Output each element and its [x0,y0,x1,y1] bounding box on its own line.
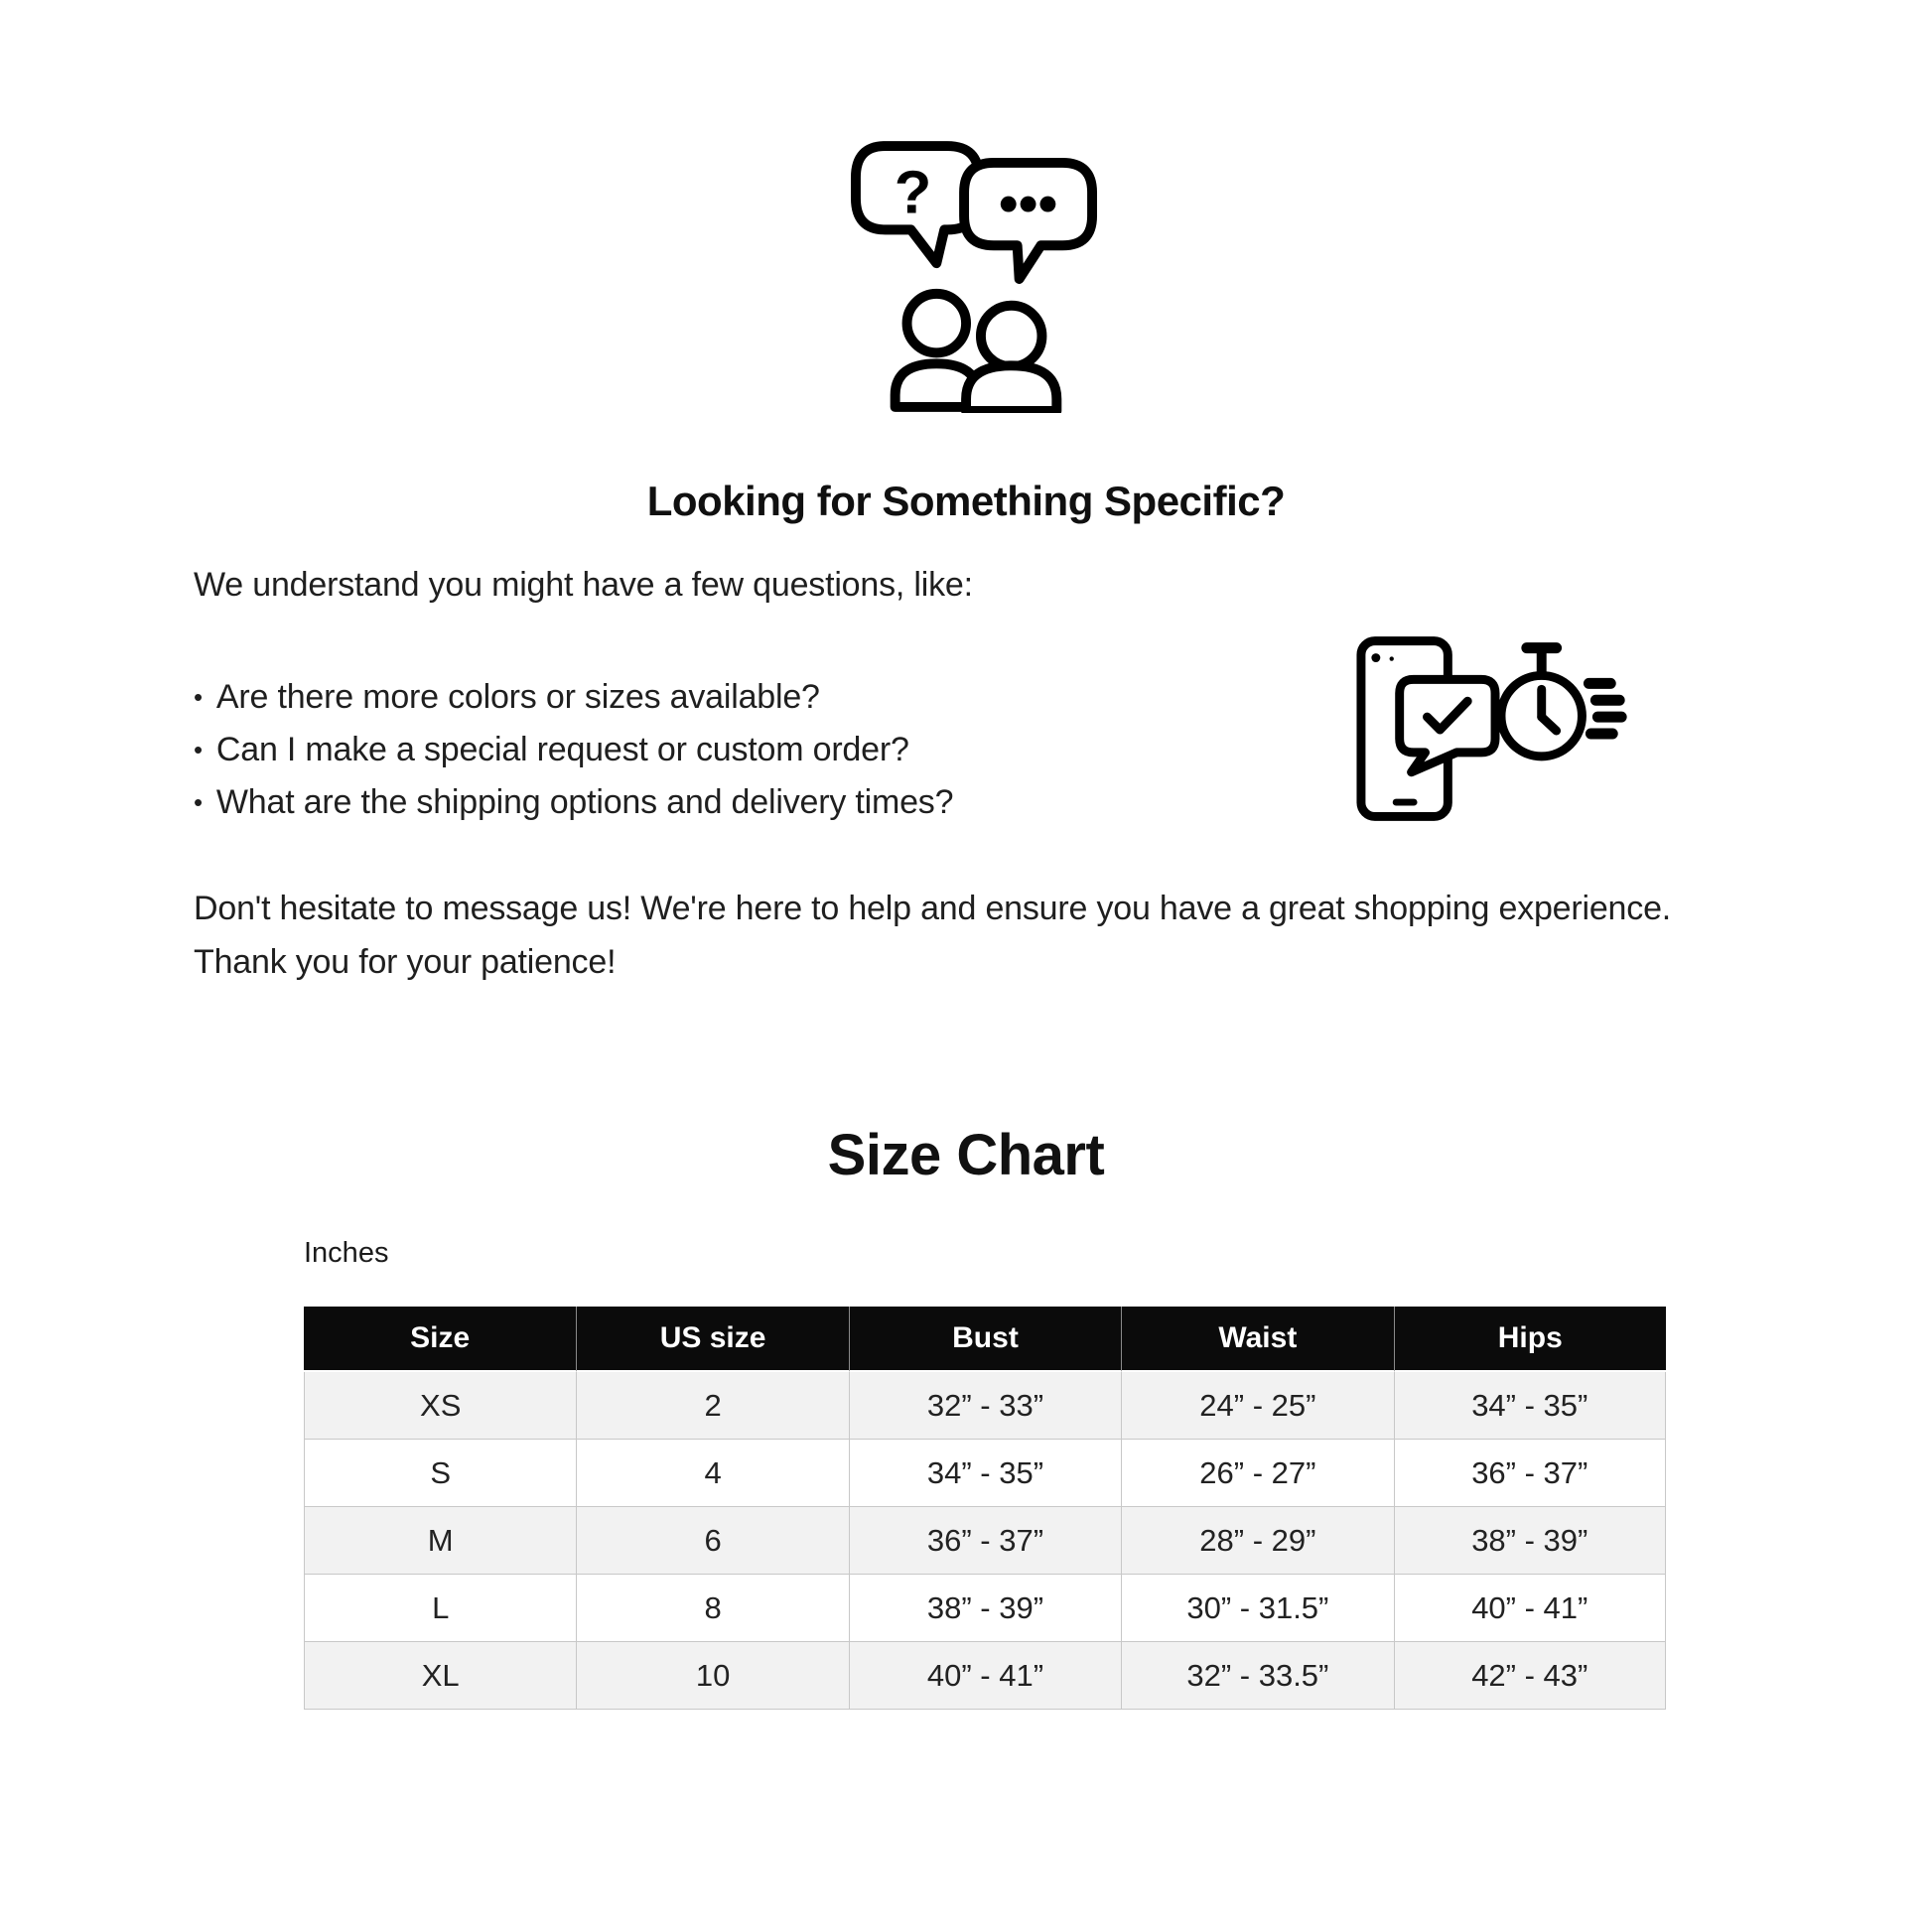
phone-message-stopwatch-icon [1352,631,1648,842]
phone-message-stopwatch-icon-svg [1352,631,1648,842]
closing-text: Don't hesitate to message us! We're here to help and ensure you have a great shopping experience. Thank you for your patience! [194,890,1672,981]
list-item [194,671,953,724]
table-cell: 24” - 25” [1121,1372,1393,1440]
table-row-xl [304,1642,1666,1710]
table-cell: S [304,1440,576,1507]
table-cell: L [304,1575,576,1642]
bullet-text: Are there more colors or sizes available? [215,678,820,716]
column-header-bust: Bust [849,1307,1121,1372]
column-header-hips: Hips [1394,1307,1666,1372]
lead-text: We understand you might have a few questions, like: [194,566,973,604]
table-cell: 8 [576,1575,848,1642]
table-cell: 6 [576,1507,848,1575]
bullet-icon: • [194,682,203,712]
table-cell: 26” - 27” [1121,1440,1393,1507]
size-chart-body [304,1372,1666,1710]
two-people-figures [896,294,1057,411]
table-cell: 28” - 29” [1121,1507,1393,1575]
dots-bubble-shape [964,163,1092,279]
speed-lines [1588,683,1621,734]
column-header-us-size: US size [576,1307,848,1372]
table-cell: 36” - 37” [849,1507,1121,1575]
bullet-text: Can I make a special request or custom order? [215,731,909,768]
table-cell: 42” - 43” [1394,1642,1666,1710]
page-title: Looking for Something Specific? [646,478,1286,524]
table-cell: 10 [576,1642,848,1710]
table-cell: 40” - 41” [1394,1575,1666,1642]
question-list [194,671,953,829]
table-cell: 38” - 39” [849,1575,1121,1642]
question-answer-chat-icon [850,139,1098,413]
table-row-s [304,1440,1666,1507]
table-cell: 34” - 35” [849,1440,1121,1507]
table-cell: 36” - 37” [1394,1440,1666,1507]
table-cell: XL [304,1642,576,1710]
table-cell: 38” - 39” [1394,1507,1666,1575]
table-row-l [304,1575,1666,1642]
table-cell: 30” - 31.5” [1121,1575,1393,1642]
table-cell: M [304,1507,576,1575]
phone-camera-dot-small [1390,656,1394,660]
list-item [194,776,953,829]
table-cell: 40” - 41” [849,1642,1121,1710]
table-cell: XS [304,1372,576,1440]
phone-home-bar [1393,799,1418,806]
list-item [194,724,953,776]
table-row-xs [304,1372,1666,1440]
phone-camera-dot [1371,653,1380,662]
table-cell: 4 [576,1440,848,1507]
column-header-waist: Waist [1121,1307,1393,1372]
column-header-size: Size [304,1307,576,1372]
question-answer-chat-icon-svg [850,139,1098,413]
table-cell: 2 [576,1372,848,1440]
question-mark-glyph: ? [894,158,932,227]
size-chart-title: Size Chart [827,1123,1105,1187]
table-cell: 34” - 35” [1394,1372,1666,1440]
bullet-icon: • [194,735,203,764]
bullet-text: What are the shipping options and delivery times? [215,783,954,821]
table-cell: 32” - 33” [849,1372,1121,1440]
header-row [304,1307,1666,1372]
stopwatch [1501,648,1582,757]
bullet-icon: • [194,787,203,817]
units-label: Inches [304,1237,389,1269]
size-chart-header [304,1307,1666,1372]
size-chart-table [304,1307,1666,1710]
table-cell: 32” - 33.5” [1121,1642,1393,1710]
typing-dots [1001,197,1056,212]
table-row-m [304,1507,1666,1575]
